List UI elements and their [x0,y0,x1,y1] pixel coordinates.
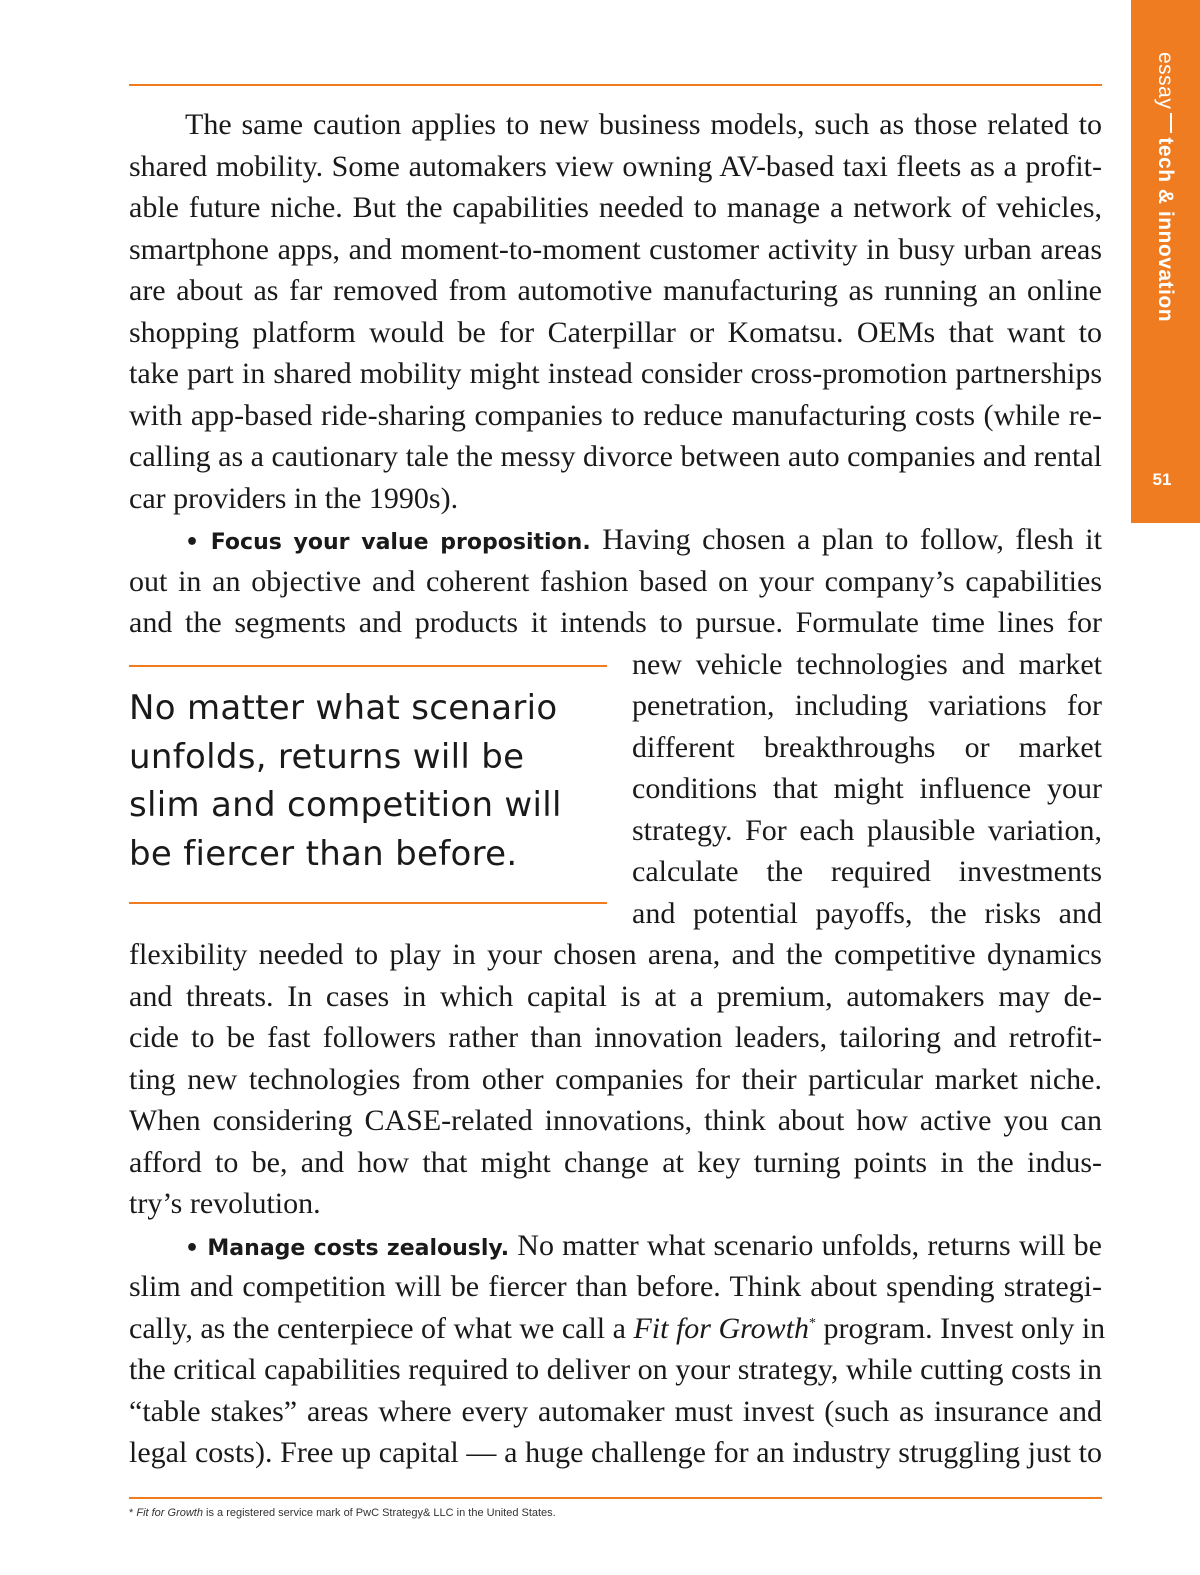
body-line: conditions that might influence your [632,772,1102,805]
footnote-marker: * [129,1507,137,1519]
pullquote-line: No matter what scenario [129,688,558,728]
footnote-text: is a registered service mark of PwC Strategy& LLC in the United States. [202,1507,556,1519]
body-line: “table stakes” areas where every automaker must invest (such as insurance and [129,1395,1102,1428]
body-line: with app-based ride-sharing companies to reduce manufacturing costs (while re- [129,399,1102,432]
pullquote-rule-top [129,665,607,667]
body-line: ting new technologies from other companies for their particular market niche. [129,1063,1102,1096]
body-line: When considering CASE-related innovations, think about how active you can [129,1104,1102,1137]
body-line: legal costs). Free up capital — a huge challenge for an industry struggling just to [129,1436,1102,1469]
pullquote-line: be fiercer than before. [129,833,518,874]
body-line: car providers in the 1990s). [129,482,459,515]
fit-for-growth-term: Fit for Growth [633,1312,810,1345]
lead-manage-costs: • Manage costs zealously. [185,1236,510,1261]
body-line: smartphone apps, and moment-to-moment customer activity in busy urban areas [129,233,1102,266]
body-line: The same caution applies to new business models, such as those related to [185,108,1102,141]
pullquote-line: unfolds, returns will be [129,736,525,777]
body-line: shared mobility. Some automakers view owning AV-based taxi fleets as a profit- [129,150,1102,183]
body-line: strategy. For each plausible variation, [632,814,1102,847]
body-line: calculate the required investments [632,855,1102,888]
body-line: penetration, including variations for [632,689,1102,722]
footnote-term: Fit for Growth [136,1507,203,1519]
body-line: shopping platform would be for Caterpillar or Komatsu. OEMs that want to [129,316,1102,349]
section-label-divider [1170,113,1172,133]
body-line [129,1308,1106,1349]
body-line: flexibility needed to play in your chosen arena, and the competitive dynamics [129,938,1102,971]
body-line [185,1225,1102,1266]
body-line: and potential payoffs, the risks and [632,897,1102,930]
pullquote [129,684,599,878]
body-text: Having chosen a plan to follow, flesh it [590,523,1102,556]
body-text: No matter what scenario unfolds, returns will be [509,1229,1102,1262]
section-label [1147,52,1177,323]
body-line: different breakthroughs or market [632,731,1102,764]
body-line: the critical capabilities required to deliver on your strategy, while cutting costs in [129,1353,1102,1386]
pullquote-line: slim and competition will [129,785,562,825]
body-line: and threats. In cases in which capital is at a premium, automakers may de- [129,980,1102,1013]
body-line [185,519,1102,560]
top-rule [129,84,1102,86]
body-line: try’s revolution. [129,1187,321,1220]
pullquote-rule-bottom [129,902,607,904]
body-line: and the segments and products it intends to pursue. Formulate time lines for [129,606,1102,639]
body-line: are about as far removed from automotive manufacturing as running an online [129,274,1102,307]
body-line: able future niche. But the capabilities needed to manage a network of vehicles, [129,191,1102,224]
body-line: afford to be, and how that might change at key turning points in the indus- [129,1146,1102,1179]
page-number: 51 [1152,470,1172,489]
lead-focus-value: • Focus your value proposition. [185,530,591,555]
footnote [129,1507,556,1519]
body-line: out in an objective and coherent fashion based on your company’s capabilities [129,565,1102,598]
bottom-rule [129,1497,1102,1499]
section-label-essay: essay [1154,52,1177,110]
body-text: program. Invest only in [816,1312,1106,1345]
body-line: slim and competition will be fiercer than before. Think about spending strategi- [129,1270,1102,1303]
footnote-marker: * [809,1316,817,1331]
body-line: new vehicle technologies and market [632,648,1102,681]
body-text: cally, as the centerpiece of what we call a [129,1312,634,1345]
body-line: calling as a cautionary tale the messy divorce between auto companies and rental [129,440,1102,473]
body-line: cide to be fast followers rather than innovation leaders, tailoring and retrofit- [129,1021,1102,1054]
section-label-topic: tech & innovation [1154,137,1177,323]
body-line: take part in shared mobility might instead consider cross-promotion partnerships [129,357,1102,390]
